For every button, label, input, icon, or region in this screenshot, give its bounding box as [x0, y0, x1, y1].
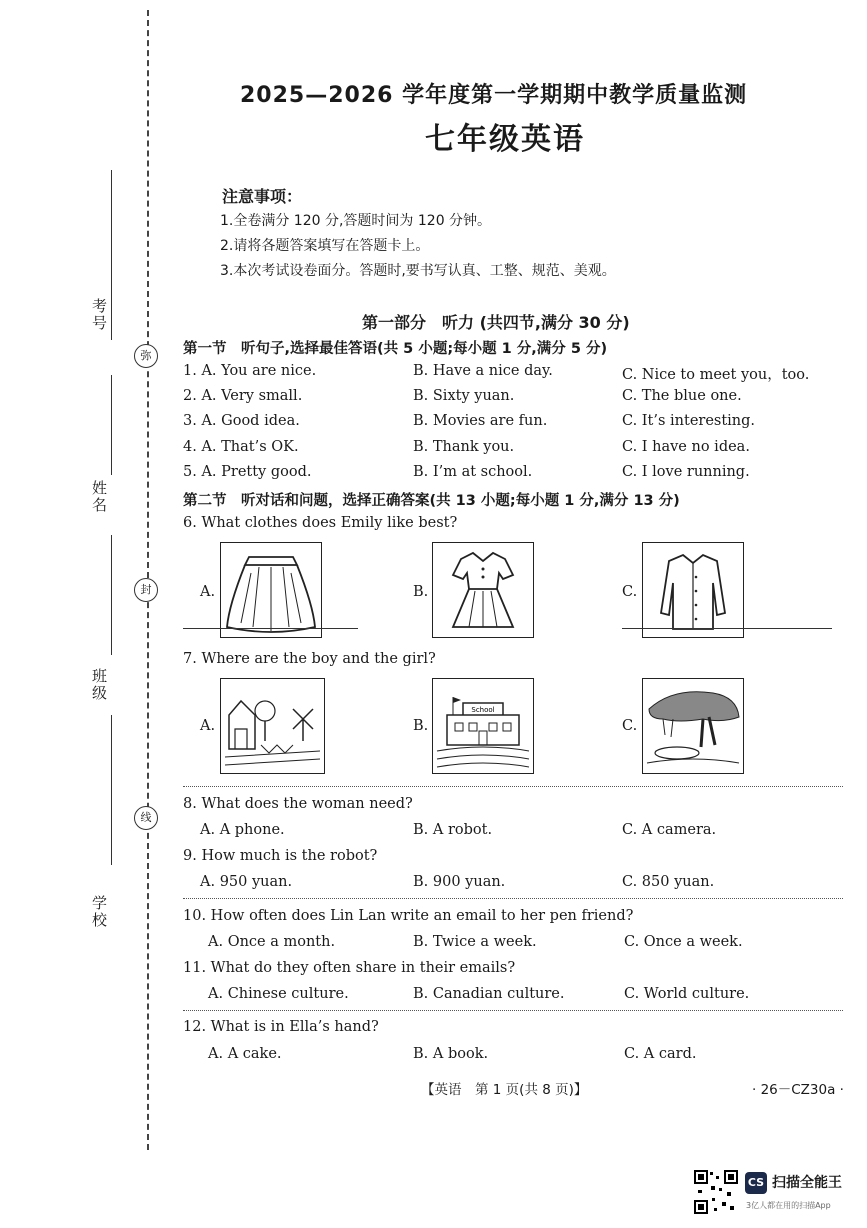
- subject-title: 七年级英语: [425, 122, 585, 157]
- q2-option-a: 2. A. Very small.: [183, 388, 303, 404]
- q12-question: 12. What is in Ella’s hand?: [183, 1019, 379, 1035]
- exam-number-label: 考号: [90, 298, 108, 332]
- class-line: [111, 715, 112, 865]
- q10-question: 10. How often does Lin Lan write an email to her pen friend?: [183, 908, 634, 924]
- q6-baseline-right: [622, 628, 832, 629]
- q1-option-b: B. Have a nice day.: [413, 363, 553, 379]
- note-item-2: 2.请将各题答案填写在答题卡上。: [220, 238, 430, 254]
- school-label: 学校: [90, 895, 108, 929]
- q5-option-c: C. I love running.: [622, 464, 750, 480]
- part1-title: 第一部分 听力 (共四节,满分 30 分): [362, 313, 630, 332]
- camscanner-name: 扫描全能王: [772, 1175, 842, 1191]
- exam-title: 2025—2026 学年度第一学期期中教学质量监测: [240, 83, 748, 108]
- school-image: [432, 678, 534, 774]
- q4-option-b: B. Thank you.: [413, 439, 515, 455]
- q9-question: 9. How much is the robot?: [183, 848, 378, 864]
- q8-option-a: A. A phone.: [200, 822, 285, 838]
- section1-title: 第一节 听句子,选择最佳答语(共 5 小题;每小题 1 分,满分 5 分): [183, 341, 608, 357]
- name-label: 姓名: [90, 480, 108, 514]
- shirt-icon: [643, 543, 743, 637]
- exam-number-line: [111, 170, 112, 340]
- q9-option-b: B. 900 yuan.: [413, 874, 506, 890]
- q4-option-a: 4. A. That’s OK.: [183, 439, 299, 455]
- q11-option-a: A. Chinese culture.: [208, 986, 349, 1002]
- seal-xian-mark: 线: [134, 806, 158, 830]
- q6-baseline: [183, 628, 358, 629]
- note-item-3: 3.本次考试设卷面分。答题时,要书写认真、工整、规范、美观。: [220, 263, 616, 279]
- q11-option-c: C. World culture.: [624, 986, 750, 1002]
- q10-option-a: A. Once a month.: [208, 934, 336, 950]
- qr-code-icon: [694, 1170, 738, 1214]
- q6-label-b: B.: [413, 584, 429, 600]
- dotted-separator: [183, 1010, 843, 1011]
- q11-option-b: B. Canadian culture.: [413, 986, 565, 1002]
- q5-option-a: 5. A. Pretty good.: [183, 464, 312, 480]
- shirt-image: [642, 542, 744, 638]
- q8-option-b: B. A robot.: [413, 822, 493, 838]
- q2-option-c: C. The blue one.: [622, 388, 742, 404]
- q6-label-a: A.: [200, 584, 216, 600]
- q7-label-a: A.: [200, 718, 216, 734]
- q10-option-c: C. Once a week.: [624, 934, 743, 950]
- park-tree-icon: [643, 679, 743, 773]
- q9-option-a: A. 950 yuan.: [200, 874, 293, 890]
- q5-option-b: B. I’m at school.: [413, 464, 533, 480]
- section2-title: 第二节 听对话和问题，选择正确答案(共 13 小题;每小题 1 分,满分 13 分): [183, 493, 680, 509]
- seal-mi-mark: 弥: [134, 344, 158, 368]
- q12-option-a: A. A cake.: [208, 1046, 282, 1062]
- q7-question: 7. Where are the boy and the girl?: [183, 651, 436, 667]
- q4-option-c: C. I have no idea.: [622, 439, 750, 455]
- page-footer: 【英语 第 1 页(共 8 页)】: [421, 1082, 588, 1098]
- school-building-icon: [433, 679, 533, 773]
- seal-feng-mark: 封: [134, 578, 158, 602]
- name-line: [111, 535, 112, 655]
- dress-icon: [433, 543, 533, 637]
- notes-title: 注意事项：: [222, 187, 303, 206]
- q7-label-c: C.: [622, 718, 638, 734]
- note-item-1: 1.全卷满分 120 分,答题时间为 120 分钟。: [220, 213, 492, 229]
- school-sign-text: School: [471, 706, 495, 714]
- farm-image: [220, 678, 325, 774]
- farm-icon: [221, 679, 324, 773]
- park-image: [642, 678, 744, 774]
- dotted-separator: [183, 898, 843, 899]
- q6-question: 6. What clothes does Emily like best?: [183, 515, 458, 531]
- q1-option-a: 1. A. You are nice.: [183, 363, 317, 379]
- q8-question: 8. What does the woman need?: [183, 796, 413, 812]
- paper-code: · 26－CZ30a ·: [752, 1082, 844, 1098]
- camscanner-logo-icon: CS: [745, 1172, 767, 1194]
- q9-option-c: C. 850 yuan.: [622, 874, 715, 890]
- camscanner-tagline: 3亿人都在用的扫描App: [746, 1201, 831, 1210]
- q8-option-c: C. A camera.: [622, 822, 717, 838]
- q1-option-c: C. Nice to meet you，too.: [622, 367, 810, 383]
- skirt-icon: [221, 543, 321, 637]
- dotted-separator: [183, 786, 843, 787]
- q7-label-b: B.: [413, 718, 429, 734]
- dress-image: [432, 542, 534, 638]
- class-label: 班级: [90, 668, 108, 702]
- q3-option-c: C. It’s interesting.: [622, 413, 756, 429]
- q12-option-b: B. A book.: [413, 1046, 489, 1062]
- q2-option-b: B. Sixty yuan.: [413, 388, 515, 404]
- q6-label-c: C.: [622, 584, 638, 600]
- name-line-upper: [111, 375, 112, 475]
- q12-option-c: C. A card.: [624, 1046, 697, 1062]
- q3-option-b: B. Movies are fun.: [413, 413, 548, 429]
- q3-option-a: 3. A. Good idea.: [183, 413, 300, 429]
- skirt-image: [220, 542, 322, 638]
- q11-question: 11. What do they often share in their emails?: [183, 960, 516, 976]
- q10-option-b: B. Twice a week.: [413, 934, 537, 950]
